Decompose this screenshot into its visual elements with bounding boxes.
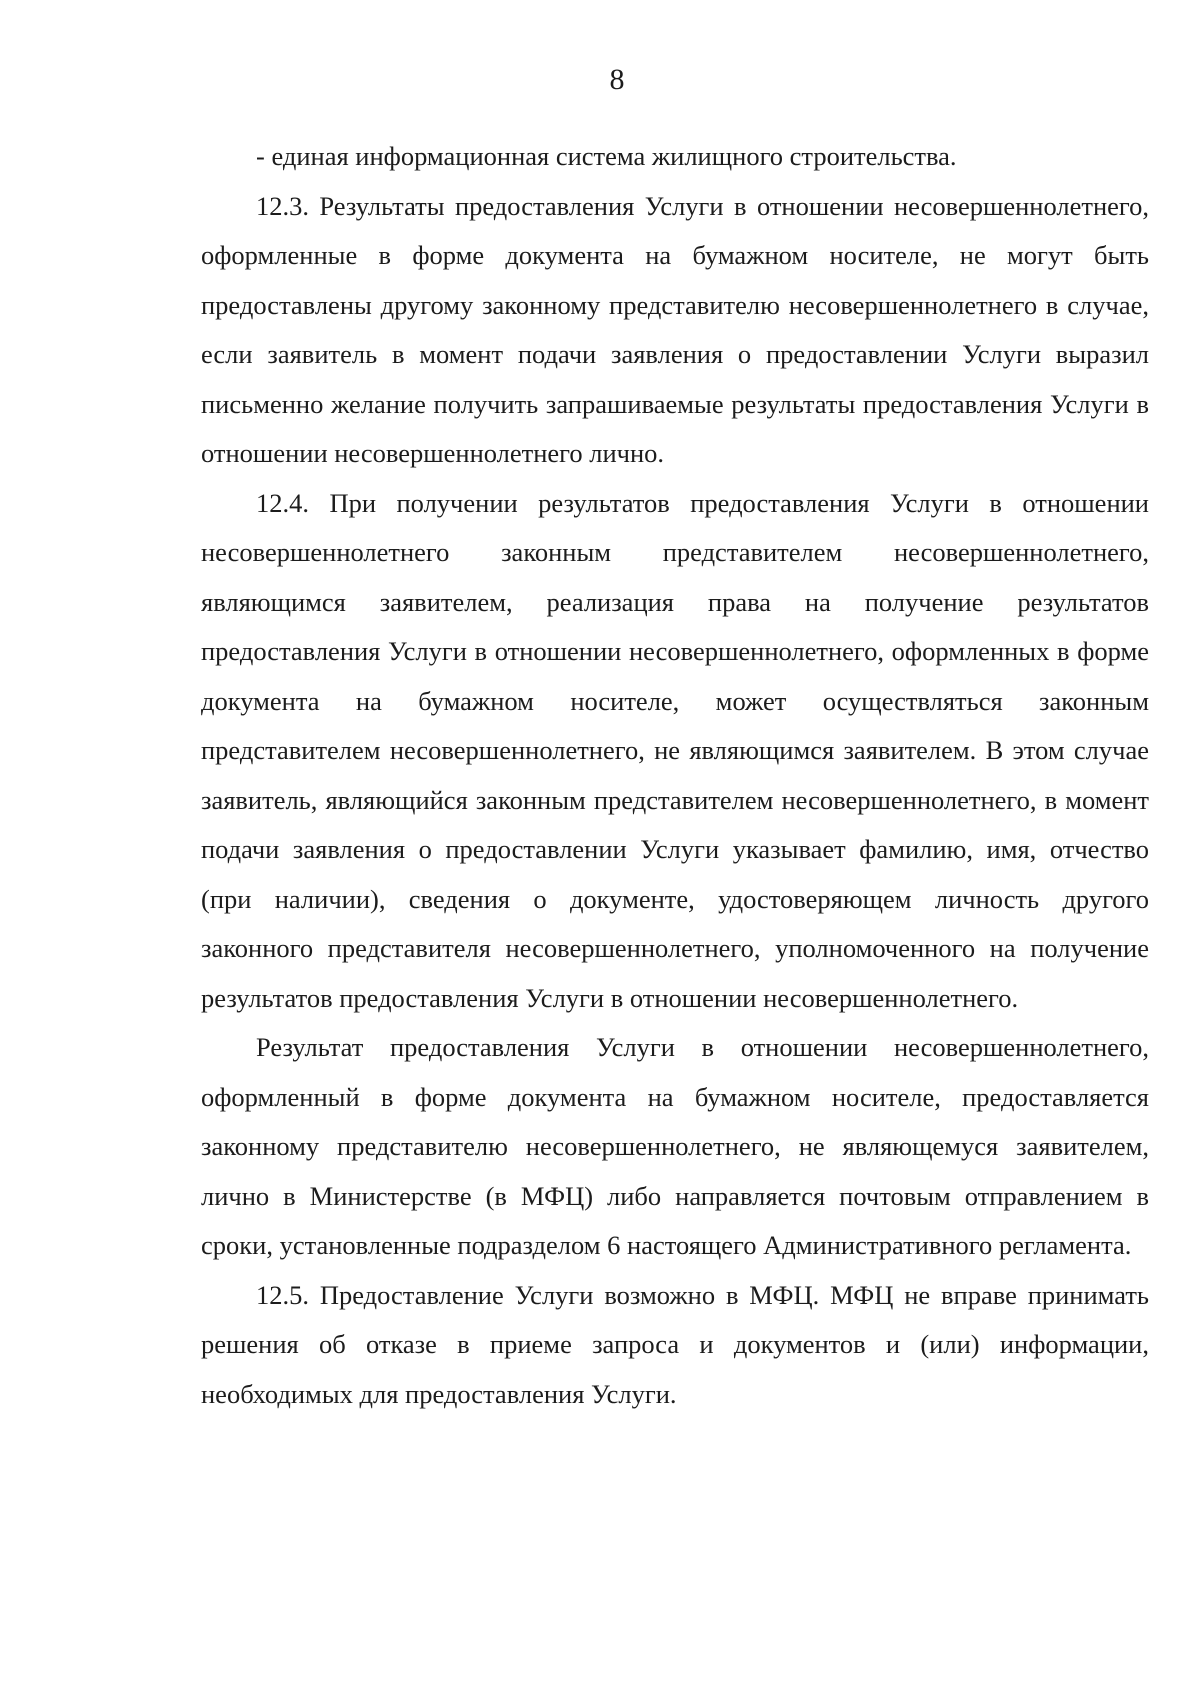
document-body <box>201 132 1149 1419</box>
page-number: 8 <box>609 63 625 96</box>
paragraph-12-5: 12.5. Предоставление Услуги возможно в МФЦ. МФЦ не вправе принимать решения об отказе в приеме запроса и документов и (или) информации, необходимых для предоставления Услуги. <box>201 1279 1149 1409</box>
paragraph-result-delivery: Результат предоставления Услуги в отношении несовершеннолетнего, оформленный в форме документа на бумажном носителе, предоставляется законному представителю несовершеннолетнего, не являющемуся заявителем, лично в Министерстве (в МФЦ) либо направляется почтовым отправлением в сроки, установленные подразделом 6 настоящего Административного регламента. <box>201 1032 1149 1260</box>
paragraph-info-system-item: - единая информационная система жилищного строительства. <box>256 141 957 171</box>
paragraph-12-4: 12.4. При получении результатов предоставления Услуги в отношении несовершеннолетнего законным представителем несовершеннолетнего, являющимся заявителем, реализация права на получение результатов предоставления Услуги в отношении несовершеннолетнего, оформленных в форме документа на бумажном носителе, может осуществляться законным представителем несовершеннолетнего, не являющимся заявителем. В этом случае заявитель, являющийся законным представителем несовершеннолетнего, в момент подачи заявления о предоставлении Услуги указывает фамилию, имя, отчество (при наличии), сведения о документе, удостоверяющем личность другого законного представителя несовершеннолетнего, уполномоченного на получение результатов предоставления Услуги в отношении несовершеннолетнего. <box>201 487 1149 1013</box>
paragraph-12-3: 12.3. Результаты предоставления Услуги в отношении несовершеннолетнего, оформленные в форме документа на бумажном носителе, не могут быть предоставлены другому законному представителю несовершеннолетнего в случае, если заявитель в момент подачи заявления о предоставлении Услуги выразил письменно желание получить запрашиваемые результаты предоставления Услуги в отношении несовершеннолетнего лично. <box>201 190 1149 468</box>
